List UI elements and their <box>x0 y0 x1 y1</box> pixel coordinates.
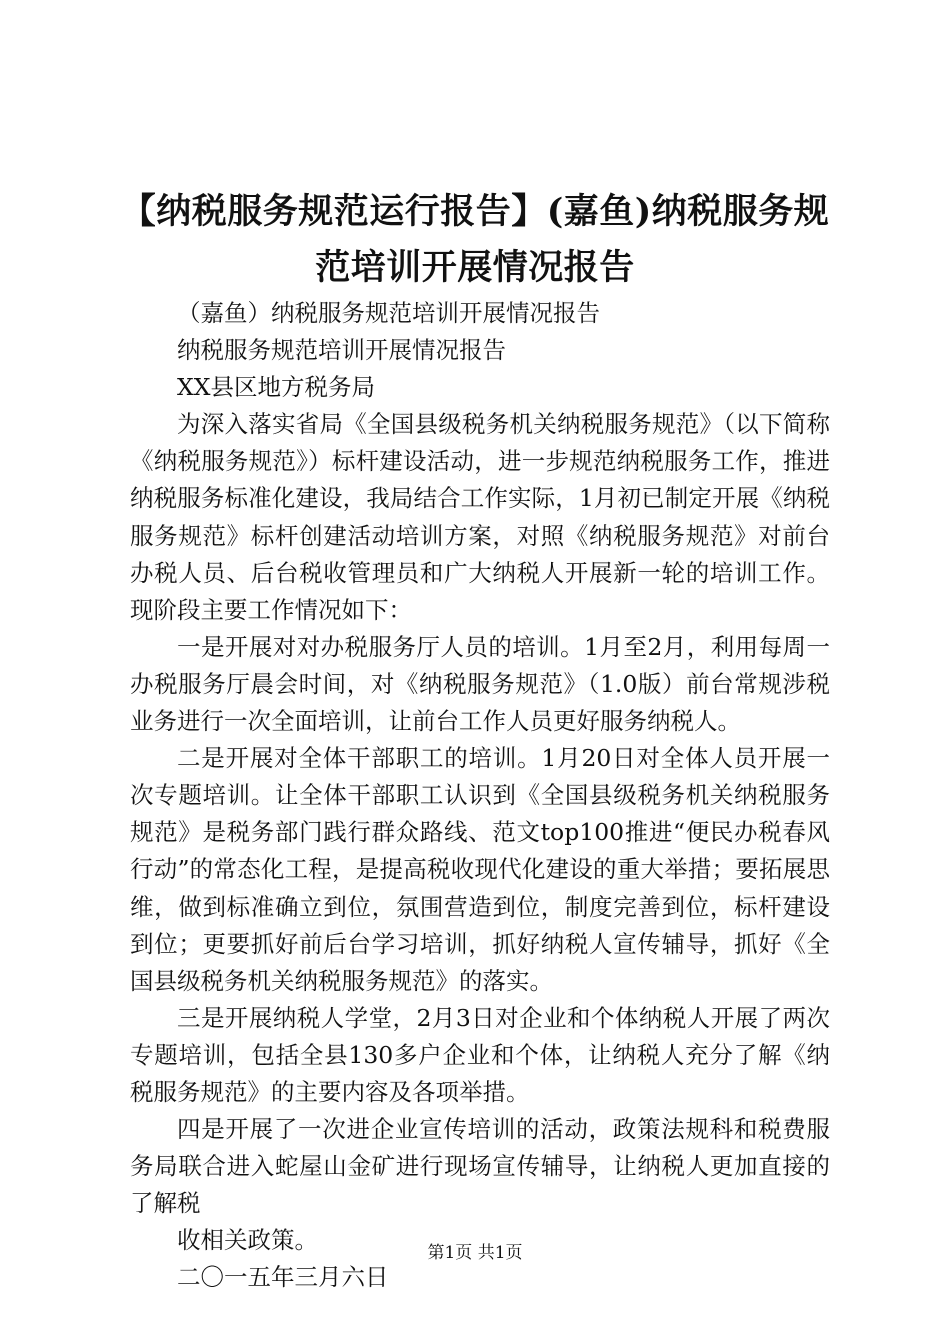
item-two-paragraph: 二是开展对全体干部职工的培训。1月20日对全体人员开展一次专题培训。让全体干部职工认识到《全国县级税务机关纳税服务规范》是税务部门践行群众路线、范文top100推进“便民办税春风行动”的常态化工程，是提高税收现代化建设的重大举措；要拓展思维，做到标准确立到位，氛围营造到位，制度完善到位，标杆建设到位；更要抓好前后台学习培训，抓好纳税人宣传辅导，抓好《全国县级税务机关纳税服务规范》的落实。 <box>130 744 830 995</box>
intro-paragraph: 为深入落实省局《全国县级税务机关纳税服务规范》（以下简称《纳税服务规范》）标杆建设活动，进一步规范纳税服务工作，推进纳税服务标准化建设，我局结合工作实际，1月初已制定开展《纳税服务规范》标杆创建活动培训方案，对照《纳税服务规范》对前台办税人员、后台税收管理员和广大纳税人开展新一轮的培训工作。现阶段主要工作情况如下： <box>130 410 830 624</box>
author-paragraph: XX县区地方税务局 <box>177 373 375 402</box>
item-three-paragraph: 三是开展纳税人学堂，2月3日对企业和个体纳税人开展了两次专题培训，包括全县130多户企业和个体，让纳税人充分了解《纳税服务规范》的主要内容及各项举措。 <box>130 1003 830 1106</box>
page-footer: 第1页 共1页 <box>427 1243 523 1263</box>
date-paragraph: 二〇一五年三月六日 <box>177 1263 389 1292</box>
item-one-paragraph: 一是开展对对办税服务厅人员的培训。1月至2月，利用每周一办税服务厅晨会时间，对《纳税服务规范》（1.0版）前台常规涉税业务进行一次全面培训，让前台工作人员更好服务纳税人。 <box>130 632 830 736</box>
document-body <box>130 295 830 1297</box>
document-title-line-1: 【纳税服务规范运行报告】(嘉鱼)纳税服务规 <box>120 191 830 232</box>
item-four-continuation: 收相关政策。 <box>177 1226 318 1255</box>
item-four-paragraph: 四是开展了一次进企业宣传培训的活动，政策法规科和税费服务局联合进入蛇屋山金矿进行现场宣传辅导，让纳税人更加直接的了解税 <box>130 1115 830 1218</box>
heading-paragraph: 纳税服务规范培训开展情况报告 <box>177 336 506 365</box>
document-title-line-2: 范培训开展情况报告 <box>315 247 635 288</box>
subtitle-paragraph: （嘉鱼）纳税服务规范培训开展情况报告 <box>177 299 600 327</box>
